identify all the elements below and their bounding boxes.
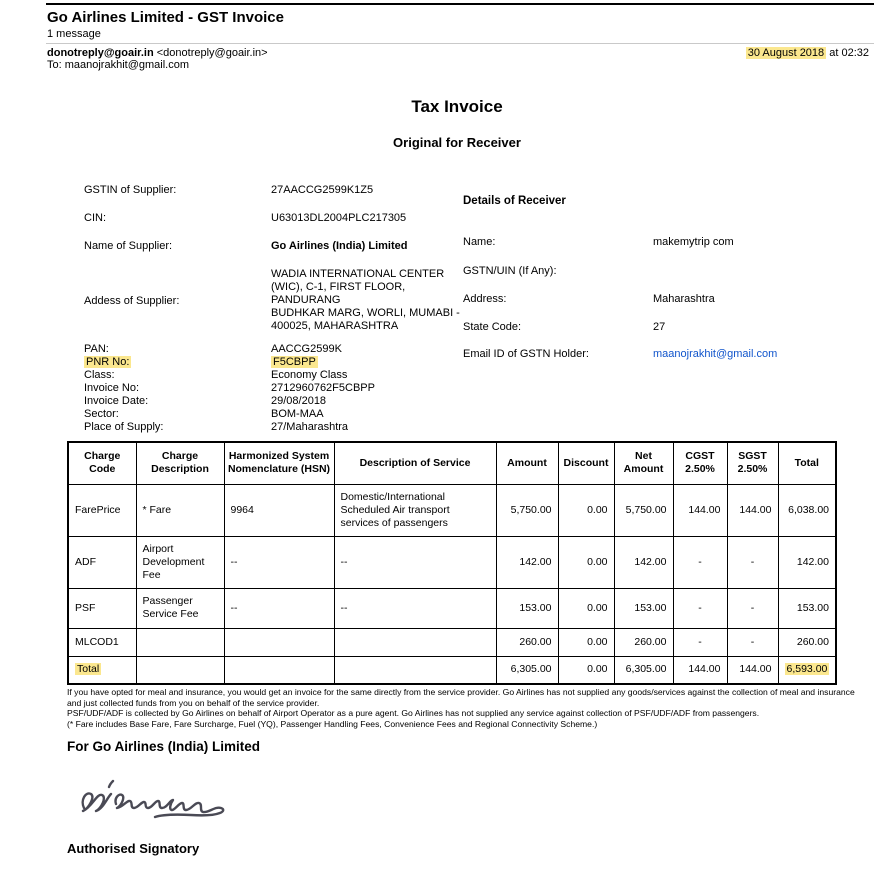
top-divider: [46, 3, 874, 5]
sender: [47, 47, 268, 59]
cell: 5,750.00: [496, 484, 558, 536]
cell: Passenger Service Fee: [136, 588, 224, 628]
receiver-state-label: State Code:: [463, 321, 522, 333]
cell: [334, 628, 496, 656]
invoice-no-value: 2712960762F5CBPP: [271, 382, 375, 394]
supplier-place-row: [84, 421, 516, 433]
supplier-name-row: [84, 240, 516, 252]
date-highlight: 30 August 2018: [747, 47, 825, 59]
sender-name: donotreply@goair.in: [47, 47, 154, 59]
receiver-address-value: Maharashtra: [653, 293, 715, 305]
supplier-gstin-row: [84, 184, 516, 196]
invoice-date-value: 29/08/2018: [271, 395, 327, 407]
cell: 144.00: [727, 484, 778, 536]
cell: 6,305.00: [614, 656, 673, 684]
cell: 0.00: [558, 656, 614, 684]
cell: -: [673, 536, 727, 588]
place-of-supply-label: Place of Supply:: [84, 421, 164, 433]
cell: 144.00: [673, 656, 727, 684]
cell: -: [727, 536, 778, 588]
email-date: [746, 47, 869, 59]
invoice-no-label: Invoice No:: [84, 382, 140, 394]
date-time: at 02:32: [826, 47, 869, 59]
cell: 0.00: [558, 628, 614, 656]
gstin-value: 27AACCG2599K1Z5: [271, 184, 374, 196]
cell: ADF: [68, 536, 136, 588]
supplier-pnr-row: [84, 356, 516, 368]
receiver-email-link[interactable]: maanojrakhit@gmail.com: [653, 348, 778, 360]
cell: 0.00: [558, 536, 614, 588]
cell: [136, 656, 224, 684]
cell: 142.00: [496, 536, 558, 588]
cin-label: CIN:: [84, 212, 106, 224]
cell: -: [727, 628, 778, 656]
authorised-signatory-text: Authorised Signatory: [67, 841, 200, 856]
pan-value: AACCG2599K: [271, 343, 342, 355]
table-row: [68, 484, 836, 536]
receiver-address-row: [463, 293, 715, 305]
fine-print: [67, 687, 868, 729]
col-header: Total: [778, 442, 836, 484]
note-line: (* Fare includes Base Fare, Fare Surcharge, Fuel (YQ), Passenger Handling Fees, Convenience Fees and Regional Connectivity Scheme.): [67, 718, 598, 729]
address-line: BUDHKAR MARG, WORLI, MUMABI -: [271, 307, 460, 319]
supplier-sector-row: [84, 408, 516, 420]
recipient-line: To: maanojrakhit@gmail.com: [47, 59, 189, 71]
receiver-gstn-row: [463, 265, 653, 277]
cin-value: U63013DL2004PLC217305: [271, 212, 407, 224]
charges-table: [67, 441, 837, 685]
table-header-row: [68, 442, 836, 484]
cell: 6,038.00: [778, 484, 836, 536]
message-count: 1 message: [47, 28, 101, 40]
cell: 142.00: [778, 536, 836, 588]
table-row: [68, 628, 836, 656]
invoice-subtitle: Original for Receiver: [393, 135, 521, 150]
col-header: Net Amount: [614, 442, 673, 484]
cell: 5,750.00: [614, 484, 673, 536]
cell: FarePrice: [68, 484, 136, 536]
class-label: Class:: [84, 369, 115, 381]
cell: MLCOD1: [68, 628, 136, 656]
cell: 260.00: [614, 628, 673, 656]
supplier-name-label: Name of Supplier:: [84, 240, 173, 252]
email-subject: Go Airlines Limited - GST Invoice: [47, 9, 284, 26]
receiver-email-label: Email ID of GSTN Holder:: [463, 348, 589, 360]
supplier-invoice-date-row: [84, 395, 516, 407]
cell: 153.00: [778, 588, 836, 628]
cell: --: [334, 536, 496, 588]
cell: -: [673, 588, 727, 628]
table-total-row: [68, 656, 836, 684]
receiver-name-value: makemytrip com: [653, 236, 734, 248]
pan-label: PAN:: [84, 343, 109, 355]
cell: [224, 656, 334, 684]
gstin-label: GSTIN of Supplier:: [84, 184, 177, 196]
cell: Total: [68, 656, 136, 684]
receiver-address-label: Address:: [463, 293, 507, 305]
sector-label: Sector:: [84, 408, 119, 420]
supplier-address-row: [84, 268, 516, 333]
cell: PSF: [68, 588, 136, 628]
cell: 142.00: [614, 536, 673, 588]
cell: 144.00: [673, 484, 727, 536]
cell: 153.00: [496, 588, 558, 628]
supplier-address-label: Addess of Supplier:: [84, 294, 180, 307]
cell: 9964: [224, 484, 334, 536]
cell: * Fare: [136, 484, 224, 536]
for-company-text: For Go Airlines (India) Limited: [67, 739, 261, 754]
invoice-title: Tax Invoice: [411, 97, 503, 116]
col-header: Charge Description: [136, 442, 224, 484]
header-divider: [46, 43, 874, 44]
pnr-value: F5CBPP: [273, 356, 316, 368]
cell: Airport Development Fee: [136, 536, 224, 588]
invoice-date-label: Invoice Date:: [84, 395, 149, 407]
cell: Domestic/International Scheduled Air transport services of passengers: [334, 484, 496, 536]
cell: 260.00: [778, 628, 836, 656]
address-line: 400025, MAHARASHTRA: [271, 320, 399, 332]
col-header: Harmonized System Nomenclature (HSN): [224, 442, 334, 484]
cell: [136, 628, 224, 656]
supplier-invoice-no-row: [84, 382, 516, 394]
note-line: PSF/UDF/ADF is collected by Go Airlines on behalf of Airport Operator as a pure agent. Go Airlines has not supplied any service against collection of PSF/UDF/ADF from passengers.: [67, 708, 760, 719]
cell: 0.00: [558, 588, 614, 628]
cell: [334, 656, 496, 684]
cell: 6,593.00: [778, 656, 836, 684]
receiver-gstn-label: GSTN/UIN (If Any):: [463, 265, 557, 277]
supplier-pan-row: [84, 343, 516, 355]
cell: -: [673, 628, 727, 656]
address-line: (WIC), C-1, FIRST FLOOR,: [271, 281, 406, 293]
cell: --: [224, 588, 334, 628]
cell: [224, 628, 334, 656]
supplier-class-row: [84, 369, 516, 381]
pnr-label: PNR No:: [86, 356, 130, 368]
class-value: Economy Class: [271, 369, 348, 381]
col-header: Description of Service: [334, 442, 496, 484]
note-line: If you have opted for meal and insurance, you would get an invoice for the same directly from the service provider. Go Airlines has not supplied any goods/services against the collection of meal and insurance and just collected funds from you on behalf of the service provider.: [67, 687, 855, 708]
sender-address: <donotreply@goair.in>: [153, 47, 268, 59]
cell: 0.00: [558, 484, 614, 536]
col-header: Charge Code: [68, 442, 136, 484]
place-of-supply-value: 27/Maharashtra: [271, 421, 349, 433]
col-header: CGST 2.50%: [673, 442, 727, 484]
cell: 144.00: [727, 656, 778, 684]
supplier-cin-row: [84, 212, 516, 224]
cell: 153.00: [614, 588, 673, 628]
cell: -: [727, 588, 778, 628]
table-row: [68, 536, 836, 588]
col-header: SGST 2.50%: [727, 442, 778, 484]
table-row: [68, 588, 836, 628]
receiver-state-value: 27: [653, 321, 666, 333]
signature-image: [70, 770, 245, 833]
receiver-state-row: [463, 321, 665, 333]
receiver-name-row: [463, 236, 734, 248]
receiver-name-label: Name:: [463, 236, 496, 248]
cell: 260.00: [496, 628, 558, 656]
cell: 6,305.00: [496, 656, 558, 684]
receiver-email-row: [463, 348, 777, 360]
col-header: Discount: [558, 442, 614, 484]
col-header: Amount: [496, 442, 558, 484]
receiver-heading: Details of Receiver: [463, 195, 566, 207]
cell: --: [224, 536, 334, 588]
supplier-name-value: Go Airlines (India) Limited: [271, 240, 408, 252]
from-row: [47, 47, 869, 59]
cell: --: [334, 588, 496, 628]
address-line: WADIA INTERNATIONAL CENTER: [271, 268, 445, 280]
address-line: PANDURANG: [271, 294, 341, 306]
sector-value: BOM-MAA: [271, 408, 324, 420]
